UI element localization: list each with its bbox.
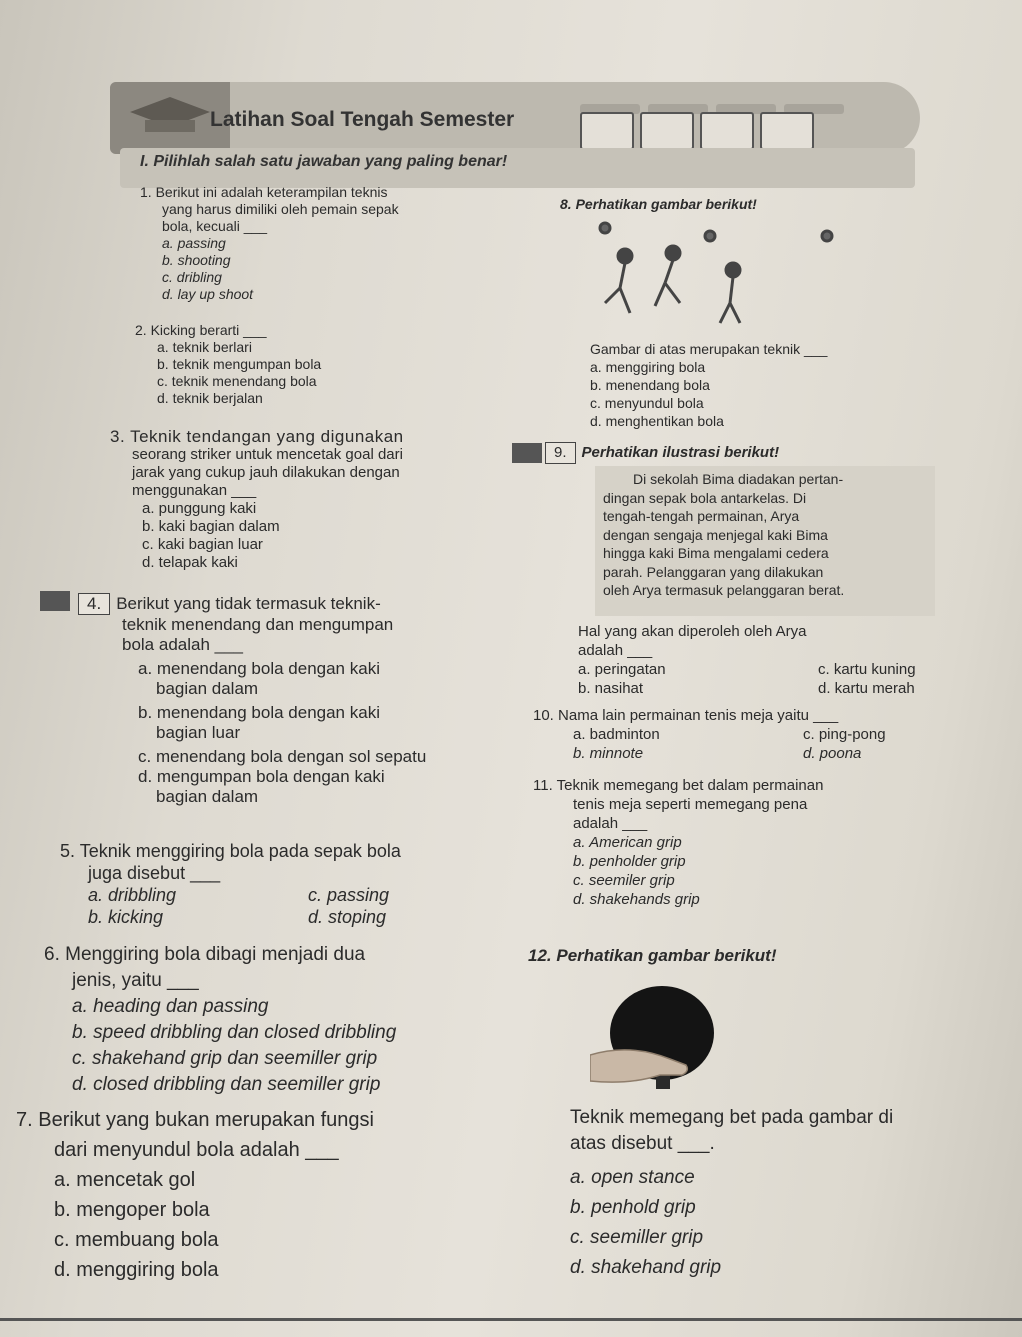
question-text: 3. Teknik tendangan yang digunakan: [110, 427, 404, 446]
score-box: [700, 112, 754, 150]
question-text: yang harus dimiliki oleh pemain sepak: [162, 201, 399, 217]
option-c[interactable]: c. kaki bagian luar: [142, 536, 263, 553]
option-c[interactable]: c. menyundul bola: [590, 395, 704, 411]
option-a[interactable]: a. badminton: [573, 726, 660, 743]
question-text: jarak yang cukup jauh dilakukan dengan: [132, 464, 400, 481]
question-text: tenis meja seperti memegang pena: [573, 796, 808, 813]
score-box: [760, 112, 814, 150]
option-b[interactable]: b. kaki bagian dalam: [142, 518, 280, 535]
hots-badge: [512, 443, 542, 463]
option-b[interactable]: b. kicking: [88, 907, 164, 927]
question-text: adalah ___: [578, 642, 653, 659]
option-a[interactable]: a. menendang bola dengan kaki: [138, 659, 380, 678]
option-b-cont: bagian luar: [156, 723, 241, 742]
illustration-box: [595, 466, 935, 616]
option-c[interactable]: c. ping-pong: [803, 726, 886, 743]
option-b[interactable]: b. shooting: [162, 252, 231, 268]
question-5: [60, 840, 508, 928]
question-text: dari menyundul bola adalah ___: [54, 1139, 339, 1161]
question-2: [135, 322, 321, 407]
option-d[interactable]: d. menggiring bola: [54, 1259, 219, 1281]
option-d[interactable]: d. stoping: [308, 907, 387, 927]
option-d[interactable]: d. shakehands grip: [573, 891, 700, 908]
question-text: 1. Berikut ini adalah keterampilan teknis: [140, 184, 388, 200]
soccer-players-image: [585, 218, 885, 328]
option-b[interactable]: b. penhold grip: [570, 1197, 696, 1218]
option-c[interactable]: c. teknik menendang bola: [157, 373, 317, 389]
question-text: 7. Berikut yang bukan merupakan fungsi: [16, 1109, 374, 1131]
option-d[interactable]: d. mengumpan bola dengan kaki: [138, 767, 385, 786]
question-11: [533, 776, 823, 909]
hots-badge: [40, 591, 70, 611]
illustration-text: dingan sepak bola antarkelas. Di: [603, 489, 807, 506]
option-c[interactable]: c. seemiller grip: [570, 1227, 704, 1248]
question-3: [110, 428, 404, 572]
option-d[interactable]: d. shakehand grip: [570, 1257, 722, 1278]
question-1: [140, 184, 399, 303]
table-tennis-grip-image: [590, 985, 740, 1105]
option-b[interactable]: b. mengoper bola: [54, 1199, 210, 1221]
option-b[interactable]: b. penholder grip: [573, 853, 686, 870]
option-b[interactable]: b. menendang bola: [590, 377, 710, 393]
question-text: teknik menendang dan mengumpan: [122, 615, 394, 634]
option-d[interactable]: d. menghentikan bola: [590, 413, 724, 429]
question-text: Perhatikan ilustrasi berikut!: [581, 444, 780, 461]
question-12-title: [528, 946, 776, 966]
question-text: 6. Menggiring bola dibagi menjadi dua: [44, 944, 366, 965]
question-7: [16, 1105, 374, 1285]
option-c[interactable]: c. seemiler grip: [573, 872, 675, 889]
question-8-title: [560, 194, 757, 214]
option-a[interactable]: a. menggiring bola: [590, 359, 706, 375]
option-a[interactable]: a. peringatan: [578, 661, 666, 678]
question-text: bola, kecuali ___: [162, 218, 268, 234]
question-text: juga disebut ___: [88, 863, 221, 883]
question-6: [44, 942, 396, 1098]
question-text: atas disebut ___.: [570, 1133, 715, 1154]
option-c[interactable]: c. menendang bola dengan sol sepatu: [138, 747, 427, 766]
question-4: [78, 593, 426, 807]
option-d[interactable]: d. poona: [803, 745, 862, 762]
option-a-cont: bagian dalam: [156, 679, 259, 698]
question-8: [590, 340, 827, 430]
option-a[interactable]: a. heading dan passing: [72, 996, 269, 1017]
question-number: 4.: [78, 593, 110, 615]
illustration-text: dengan sengaja menjegal kaki Bima: [603, 526, 828, 543]
question-text: adalah ___: [573, 815, 648, 832]
question-number: 9.: [545, 442, 576, 464]
question-text: 10. Nama lain permainan tenis meja yaitu ___: [533, 707, 839, 724]
illustration-text: oleh Arya termasuk pelanggaran berat.: [603, 582, 845, 598]
option-d[interactable]: d. kartu merah: [818, 680, 915, 697]
question-text: menggunakan ___: [132, 482, 257, 499]
option-d-cont: bagian dalam: [156, 787, 259, 806]
option-b[interactable]: b. minnote: [573, 745, 644, 762]
question-text: Hal yang akan diperoleh oleh Arya: [578, 623, 807, 640]
option-d[interactable]: d. teknik berjalan: [157, 390, 263, 406]
option-b[interactable]: b. teknik mengumpan bola: [157, 356, 322, 372]
page-bottom-rule: [0, 1318, 1022, 1321]
option-b[interactable]: b. menendang bola dengan kaki: [138, 703, 380, 722]
option-d[interactable]: d. closed dribbling dan seemiller grip: [72, 1074, 381, 1095]
option-d[interactable]: d. lay up shoot: [162, 286, 254, 302]
option-c[interactable]: c. dribling: [162, 269, 222, 285]
question-12: [570, 1105, 893, 1281]
question-text: 8. Perhatikan gambar berikut!: [560, 196, 757, 212]
illustration-text: hingga kaki Bima mengalami cedera: [603, 545, 829, 561]
score-box: [580, 112, 634, 150]
option-c[interactable]: c. passing: [308, 885, 390, 905]
score-box: [640, 112, 694, 150]
option-a[interactable]: a. punggung kaki: [142, 500, 257, 517]
question-9: [578, 622, 998, 698]
question-text: Teknik memegang bet pada gambar di: [570, 1107, 894, 1128]
option-a[interactable]: a. American grip: [573, 834, 682, 851]
option-a[interactable]: a. dribbling: [88, 885, 177, 905]
question-text: 2. Kicking berarti ___: [135, 322, 267, 338]
question-text: 11. Teknik memegang bet dalam permainan: [533, 777, 824, 794]
option-a[interactable]: a. mencetak gol: [54, 1169, 196, 1191]
option-a[interactable]: a. passing: [162, 235, 226, 251]
score-boxes: [580, 112, 814, 150]
option-a[interactable]: a. open stance: [570, 1167, 695, 1188]
question-text: 12. Perhatikan gambar berikut!: [528, 946, 777, 965]
question-text: 5. Teknik menggiring bola pada sepak bola: [60, 841, 401, 861]
illustration-text: tengah-tengah permainan, Arya: [603, 508, 800, 524]
option-b[interactable]: b. nasihat: [578, 680, 644, 697]
question-9-title: [545, 442, 779, 464]
option-c[interactable]: c. kartu kuning: [818, 661, 916, 678]
question-text: bola adalah ___: [122, 635, 244, 654]
question-text: Berikut yang tidak termasuk teknik-: [116, 594, 381, 613]
question-text: Gambar di atas merupakan teknik ___: [590, 341, 828, 357]
option-a[interactable]: a. teknik berlari: [157, 339, 252, 355]
option-b[interactable]: b. speed dribbling dan closed dribbling: [72, 1022, 397, 1043]
option-c[interactable]: c. membuang bola: [54, 1229, 219, 1251]
illustration-text: parah. Pelanggaran yang dilakukan: [603, 563, 824, 580]
illustration-text: Di sekolah Bima diadakan pertan-: [633, 471, 844, 487]
section-title: I. Pilihlah salah satu jawaban yang paling benar!: [140, 153, 508, 170]
option-d[interactable]: d. telapak kaki: [142, 554, 238, 571]
page-title: Latihan Soal Tengah Semester: [210, 108, 515, 131]
question-10: [533, 706, 983, 763]
question-text: jenis, yaitu ___: [72, 970, 199, 991]
option-c[interactable]: c. shakehand grip dan seemiller grip: [72, 1048, 378, 1069]
question-text: seorang striker untuk mencetak goal dari: [132, 446, 403, 463]
